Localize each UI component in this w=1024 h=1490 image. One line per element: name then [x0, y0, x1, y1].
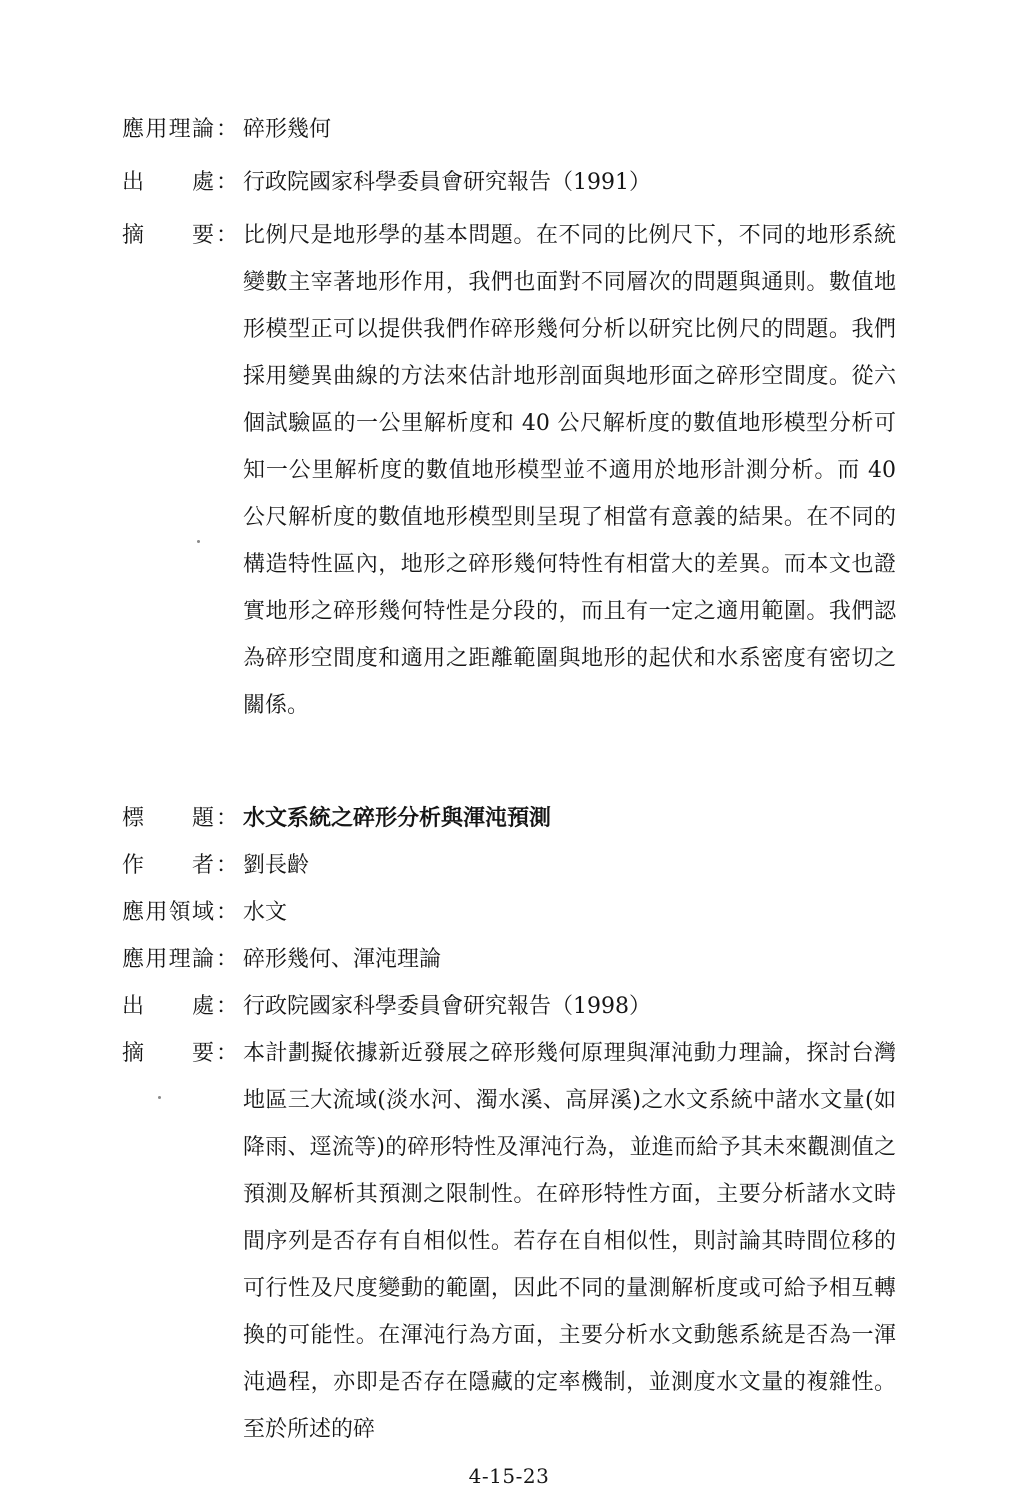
field-value-title: 水文系統之碎形分析與渾沌預測	[243, 805, 552, 831]
label-colon: ：	[216, 853, 239, 878]
field-value-source: 行政院國家科學委員會研究報告（1991）	[243, 170, 652, 195]
abstract-paragraph-2: 本計劃擬依據新近發展之碎形幾何原理與渾沌動力理論，探討台灣地區三大流域(淡水河、濁水溪、高屏溪)之水文系統中諸水文量(如降雨、逕流等)的碎形特性及渾沌行為，並進而給予其未來觀測值之預測及解析其預測之限制性。在碎形特性方面，主要分析諸水文時間序列是否存有自相似性。若存在自相似性，則討論其時間位移的可行性及尺度變動的範圍，因此不同的量測解析度或可給予相互轉換的可能性。在渾沌行為方面，主要分析水文動態系統是否為一渾沌過程，亦即是否存在隱藏的定率機制，並測度水文量的複雜性。至於所述的碎	[243, 1041, 896, 1442]
field-row-author	[122, 842, 896, 889]
label-colon: ：	[216, 994, 239, 1019]
label-colon: ：	[216, 900, 239, 925]
label-colon: ：	[216, 170, 239, 195]
record-1	[122, 106, 896, 729]
field-label-title: 標題	[122, 806, 214, 831]
field-label-applied-theory: 應用理論	[122, 117, 214, 142]
field-row-abstract	[122, 212, 896, 729]
field-row-source-2	[122, 983, 896, 1030]
scan-speck	[158, 1096, 161, 1099]
field-label-abstract-2: 摘要	[122, 1041, 214, 1066]
label-colon: ：	[216, 1041, 239, 1066]
field-label-author: 作者	[122, 853, 214, 878]
field-label-applied-domain: 應用領域	[122, 900, 214, 925]
field-label-source: 出處	[122, 170, 214, 195]
field-label-abstract: 摘要	[122, 223, 214, 248]
label-colon: ：	[216, 806, 239, 831]
field-value-applied-theory-2: 碎形幾何、渾沌理論	[243, 947, 442, 972]
field-value-author: 劉長齡	[243, 853, 310, 878]
field-label-source-2: 出處	[122, 994, 214, 1019]
field-row-abstract-2	[122, 1030, 896, 1453]
field-row-applied-domain	[122, 889, 896, 936]
field-row-source	[122, 159, 896, 206]
field-value-applied-domain: 水文	[243, 900, 288, 925]
field-value-applied-theory: 碎形幾何	[243, 117, 332, 142]
label-colon: ：	[216, 223, 239, 248]
page-number: 4-15-23	[468, 1464, 550, 1488]
abstract-paragraph: 比例尺是地形學的基本問題。在不同的比例尺下，不同的地形系統變數主宰著地形作用，我們也面對不同層次的問題與通則。數值地形模型正可以提供我們作碎形幾何分析以研究比例尺的問題。我們採用變異曲線的方法來估計地形剖面與地形面之碎形空間度。從六個試驗區的一公里解析度和 40 公尺解析度的數值地形模型分析可知一公里解析度的數值地形模型並不適用於地形計測分析。而 40 公尺解析度的數值地形模型則呈現了相當有意義的結果。在不同的構造特性區內，地形之碎形幾何特性有相當大的差異。而本文也證實地形之碎形幾何特性是分段的，而且有一定之適用範圍。我們認為碎形空間度和適用之距離範圍與地形的起伏和水系密度有密切之關係。	[243, 223, 896, 718]
field-label-applied-theory-2: 應用理論	[122, 947, 214, 972]
record-2	[122, 795, 896, 1453]
field-row-applied-theory	[122, 106, 896, 153]
field-value-source-2: 行政院國家科學委員會研究報告（1998）	[243, 994, 652, 1019]
scan-speck	[197, 540, 200, 543]
label-colon: ：	[216, 947, 239, 972]
field-row-title	[122, 795, 896, 842]
label-colon: ：	[216, 117, 239, 142]
field-row-applied-theory-2	[122, 936, 896, 983]
